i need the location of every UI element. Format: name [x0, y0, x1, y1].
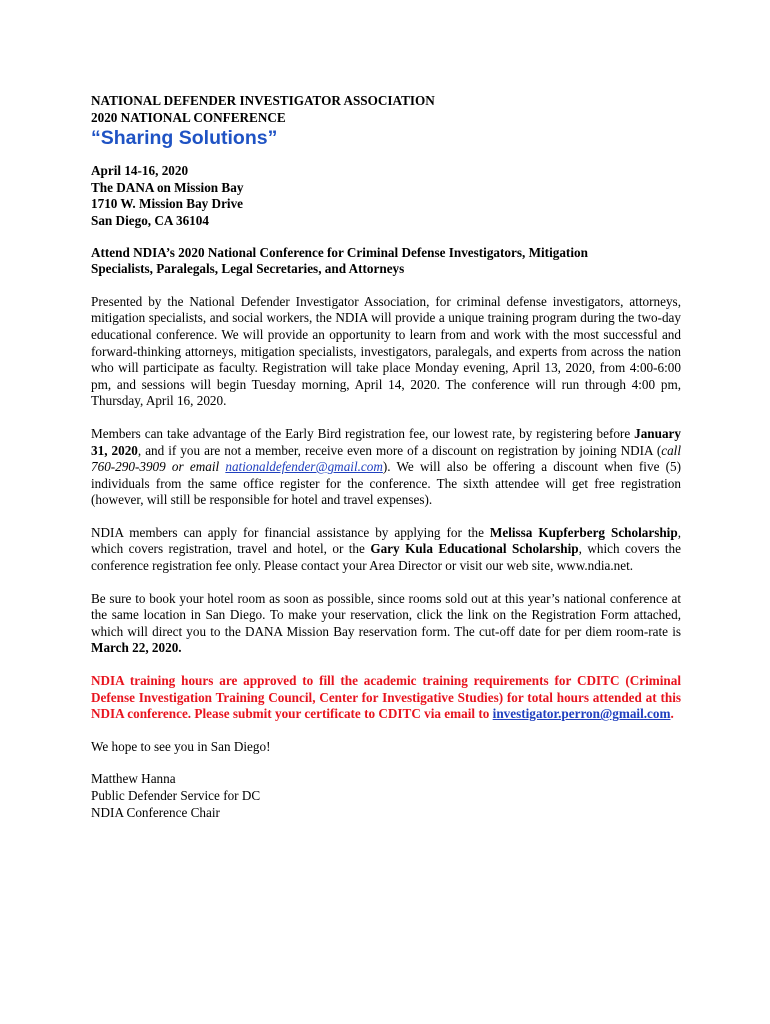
event-city: San Diego, CA 36104	[91, 212, 209, 228]
registration-text-2: , and if you are not a member, receive even more of a discount on registration by joining NDIA (	[137, 442, 662, 458]
letter-header	[91, 93, 681, 149]
signer-title: NDIA Conference Chair	[91, 804, 220, 820]
scholarship-text-1: NDIA members can apply for financial assistance by applying for the	[91, 524, 490, 540]
hotel-cutoff-date: March 22, 2020.	[91, 640, 182, 656]
scholarship-paragraph	[91, 525, 681, 575]
slogan: “Sharing Solutions”	[91, 127, 278, 150]
early-bird-deadline: January 31, 2020	[91, 425, 681, 458]
attend-line-2: Specialists, Paralegals, Legal Secretaries, and Attorneys	[91, 261, 405, 277]
scholarship-kula: Gary Kula Educational Scholarship	[370, 541, 579, 557]
scholarship-text-2: , which covers registration, travel and hotel, or the	[91, 524, 681, 557]
signer-organization: Public Defender Service for DC	[91, 788, 261, 803]
event-details	[91, 163, 681, 229]
attend-heading	[91, 245, 681, 278]
intro-paragraph: Presented by the National Defender Investigator Association, for criminal defense investigators, attorneys, mitigation specialists, and social workers, the NDIA will provide a unique training program during the two-day educational conference. We will provide an opportunity to learn from and work with the most successful and forward-thinking attorneys, mitigation specialists, investigators, paralegals, and experts from across the nation who will participate as faculty. Registration will take place Monday evening, April 13, 2020, from 4:00-6:00 pm, and sessions will begin Tuesday morning, April 14, 2020. The conference will run through 4:00 pm, Thursday, April 16, 2020.	[91, 293, 681, 409]
letter-page	[91, 93, 681, 821]
cditc-paragraph	[91, 673, 681, 723]
signature-block	[91, 771, 681, 821]
event-dates: April 14-16, 2020	[91, 163, 189, 179]
closing-line: We hope to see you in San Diego!	[91, 738, 271, 754]
hotel-paragraph	[91, 591, 681, 657]
event-venue: The DANA on Mission Bay	[91, 179, 244, 195]
cditc-text: NDIA training hours are approved to fill the academic training requirements for CDITC (Criminal Defense Investigation Training Council, Center for Investigative Studies) for total hours attended at this NDIA conference. Please submit your certificate to CDITC via email to	[91, 673, 681, 722]
registration-text-1: Members can take advantage of the Early Bird registration fee, our lowest rate, by registering before	[91, 425, 635, 441]
scholarship-text-3: , which covers the conference registration fee only. Please contact your Area Director or visit our web site, www.ndia.net.	[91, 541, 682, 574]
call-text: call 760-290-3909 or email	[91, 442, 682, 475]
ndia-email-link[interactable]: nationaldefender@gmail.com	[225, 459, 383, 475]
scholarship-kupferberg: Melissa Kupferberg Scholarship	[489, 524, 678, 540]
org-name: NATIONAL DEFENDER INVESTIGATOR ASSOCIATION	[91, 93, 435, 108]
attend-line-1: Attend NDIA’s 2020 National Conference for Criminal Defense Investigators, Mitigation	[91, 244, 588, 260]
registration-text-3: ). We will also be offering a discount when five (5) individuals from the same office register for the conference. The sixth attendee will get free registration (however, will still be responsible for hotel and travel expenses).	[91, 459, 681, 508]
cditc-text-end: .	[670, 706, 674, 722]
event-address: 1710 W. Mission Bay Drive	[91, 196, 244, 212]
conference-name: 2020 NATIONAL CONFERENCE	[91, 109, 286, 125]
cditc-email-link[interactable]: investigator.perron@gmail.com	[492, 706, 671, 722]
signer-name: Matthew Hanna	[91, 771, 176, 787]
hotel-text: Be sure to book your hotel room as soon as possible, since rooms sold out at this year’s national conference at the same location in San Diego. To make your reservation, click the link on the Registration Form attached, which will direct you to the DANA Mission Bay reservation form. The cut-off date for per diem room-rate is	[91, 590, 681, 639]
registration-paragraph	[91, 426, 681, 509]
